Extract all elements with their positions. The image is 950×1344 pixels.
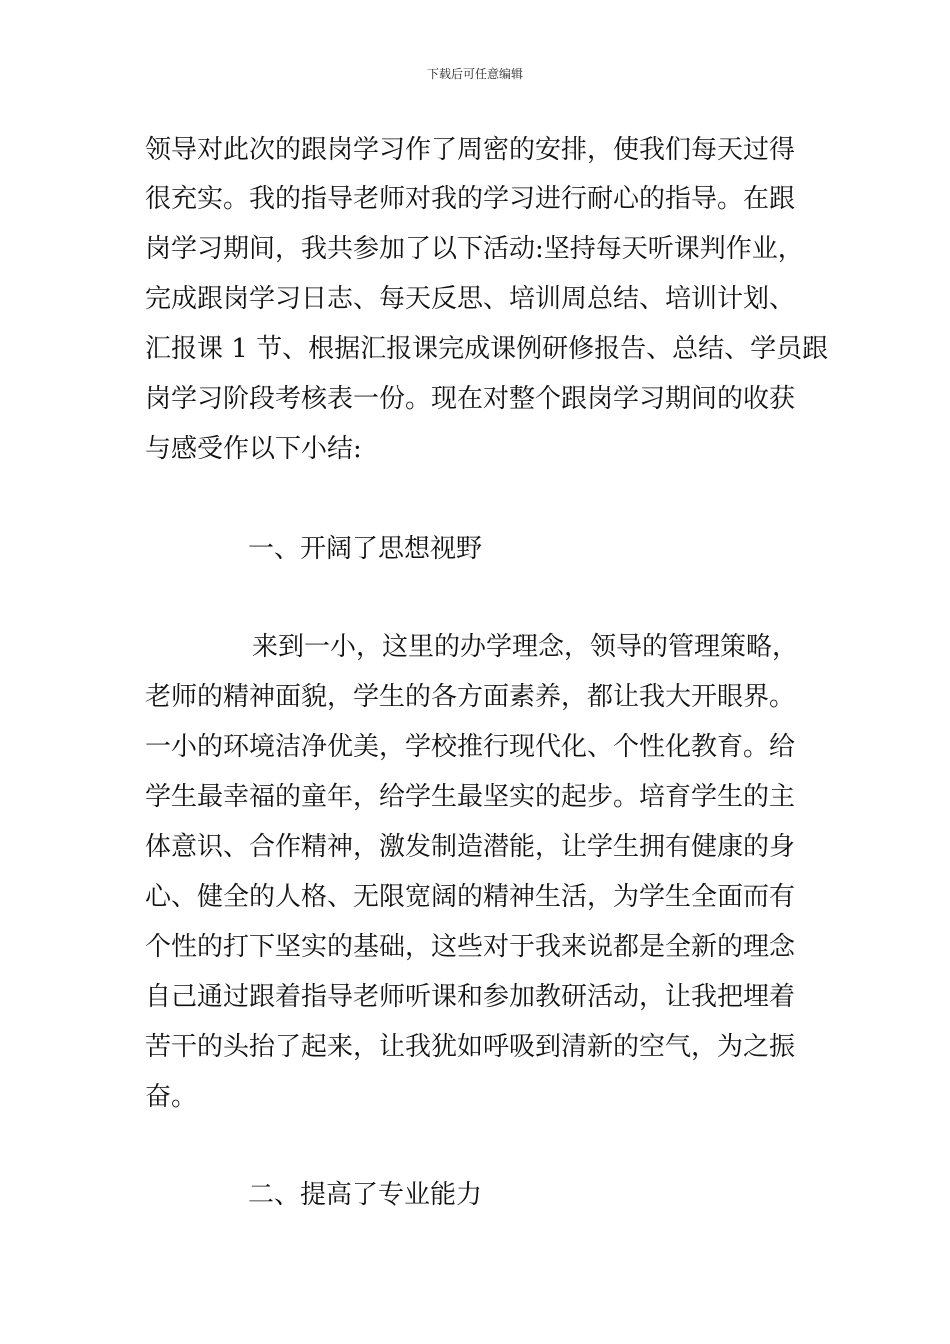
- paragraph-line: 完成跟岗学习日志、每天反思、培训周总结、培训计划、: [145, 284, 796, 314]
- paragraph-line: 一小的环境洁净优美，学校推行现代化、个性化教育。给: [145, 732, 796, 762]
- header-note: 下载后可任意编辑: [426, 67, 523, 81]
- paragraph-line: 很充实。我的指导老师对我的学习进行耐心的指导。在跟: [145, 184, 796, 214]
- paragraph-line: 体意识、合作精神，激发制造潜能，让学生拥有健康的身: [145, 832, 796, 862]
- paragraph-line: 自己通过跟着指导老师听课和参加教研活动，让我把埋着: [145, 982, 796, 1012]
- paragraph-line: 奋。: [145, 1082, 198, 1112]
- paragraph-line: 岗学习阶段考核表一份。现在对整个跟岗学习期间的收获: [145, 384, 796, 414]
- paragraph-line: 学生最幸福的童年，给学生最坚实的起步。培育学生的主: [145, 782, 796, 812]
- section-heading-2: 二、提高了专业能力: [248, 1180, 483, 1210]
- paragraph-line: 心、健全的人格、无限宽阔的精神生活，为学生全面而有: [145, 882, 796, 912]
- paragraph-line: 岗学习期间，我共参加了以下活动:坚持每天听课判作业，: [145, 234, 804, 264]
- paragraph-line: 老师的精神面貌，学生的各方面素养，都让我大开眼界。: [145, 682, 796, 712]
- paragraph-line: 来到一小，这里的办学理念，领导的管理策略，: [252, 632, 799, 662]
- paragraph-line: 汇报课 1 节、根据汇报课完成课例研修报告、总结、学员跟: [145, 334, 829, 364]
- paragraph-line: 苦干的头抬了起来，让我犹如呼吸到清新的空气，为之振: [145, 1032, 796, 1062]
- paragraph-line: 领导对此次的跟岗学习作了周密的安排，使我们每天过得: [145, 135, 796, 165]
- section-heading-1: 一、开阔了思想视野: [248, 534, 483, 564]
- paragraph-line: 个性的打下坚实的基础，这些对于我来说都是全新的理念: [145, 932, 796, 962]
- paragraph-line: 与感受作以下小结:: [145, 434, 362, 464]
